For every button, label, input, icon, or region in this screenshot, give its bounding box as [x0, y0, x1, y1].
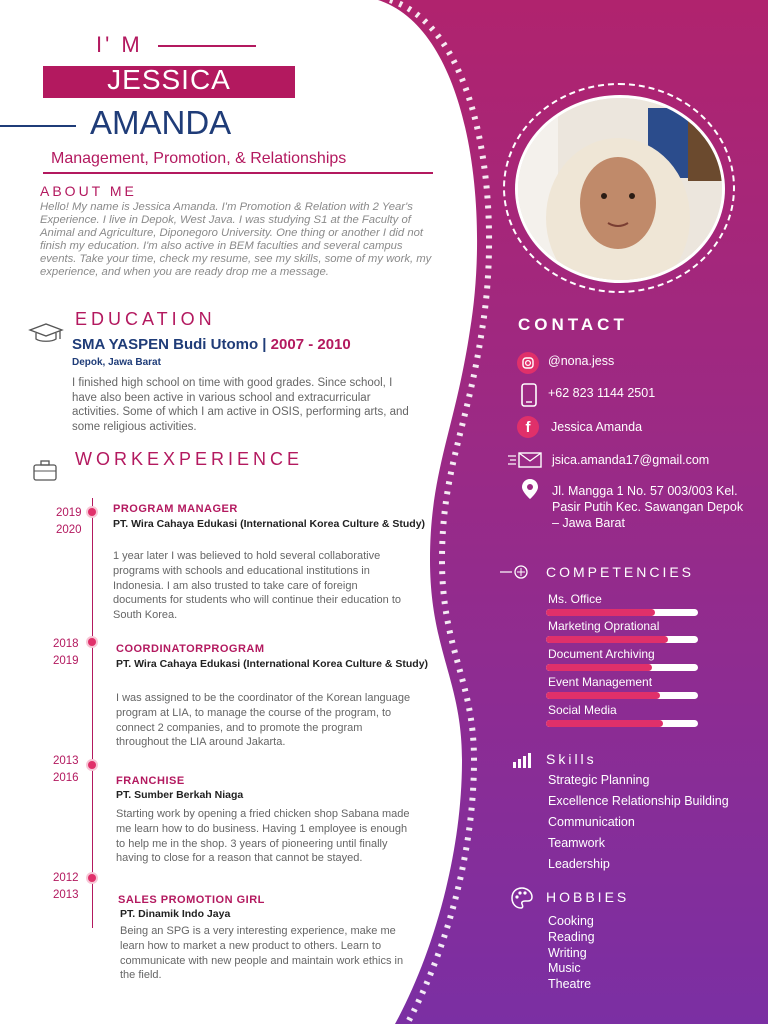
- bar-chart-icon: [511, 751, 533, 774]
- job-company: PT. Dinamik Indo Jaya: [120, 908, 231, 920]
- skill-item: Excellence Relationship Building: [548, 794, 729, 808]
- timeline-line: [92, 498, 93, 928]
- phone-icon: [521, 383, 537, 412]
- phone-number[interactable]: +62 823 1144 2501: [548, 386, 656, 400]
- job-year-end: 2019: [53, 655, 79, 667]
- skill-item: Communication: [548, 815, 635, 829]
- palette-icon: [510, 886, 534, 915]
- location-pin-icon: [521, 478, 539, 505]
- job-title: SALES PROMOTION GIRL: [118, 894, 265, 906]
- job-title: PROGRAM MANAGER: [113, 503, 238, 515]
- email-icon: [508, 451, 544, 474]
- timeline-dot: [88, 874, 96, 882]
- work-heading: WORKEXPERIENCE: [75, 449, 304, 469]
- competency-bar: [546, 609, 698, 616]
- job-year-end: 2013: [53, 889, 79, 901]
- job-description: 1 year later I was believed to hold several collaborative programs with schools and educational institutions in Indonesia. I am also trusted to take care of foreign documents for students who will continue their education to South Korea.: [113, 550, 401, 622]
- education-description: I finished high school on time with good grades. Since school, I have also been active in various school and extracurricular activities. Some of which I am active in OSIS, performing arts, and some religious activities.: [72, 377, 409, 433]
- job-years: [56, 505, 82, 539]
- competency-bar: [546, 720, 698, 727]
- timeline-dot: [88, 761, 96, 769]
- job-description: Starting work by opening a fried chicken shop Sabana made me learn how to do business. Having 1 employee is enough to help me in the shop. 3 years of pioneering until finally having to close for a reason that cannot be stayed.: [116, 808, 410, 865]
- job-year-start: 2013: [53, 755, 79, 767]
- header-rule-right: [158, 45, 256, 47]
- job-title: COORDINATORPROGRAM: [116, 643, 265, 655]
- job-year-start: 2018: [53, 638, 79, 650]
- competency-bar: [546, 636, 698, 643]
- hobbies-heading: HOBBIES: [546, 889, 630, 905]
- competency-label: Document Archiving: [548, 647, 655, 661]
- profile-photo: [515, 95, 725, 283]
- competency-label: Event Management: [548, 675, 653, 689]
- first-name: JESSICA: [107, 64, 231, 95]
- job-company: PT. Wira Cahaya Edukasi (International Korea Culture & Study): [113, 518, 426, 530]
- tagline-underline: [43, 172, 433, 174]
- briefcase-icon: [32, 458, 58, 487]
- hobby-item: Music: [548, 961, 581, 976]
- job-description: I was assigned to be the coordinator of the Korean language program at LIA, to manage the course of the program, to connect 2 companies, and to promote the program throughout the LIA around Jakarta.: [116, 692, 411, 749]
- im-label: I' M: [96, 32, 143, 57]
- email-address[interactable]: jsica.amanda17@gmail.com: [552, 453, 710, 467]
- education-location: Depok, Jawa Barat: [72, 357, 161, 368]
- education-heading: EDUCATION: [75, 309, 216, 329]
- competency-bar-fill: [546, 692, 660, 699]
- job-year-end: 2020: [56, 524, 82, 536]
- skill-item: Strategic Planning: [548, 773, 650, 787]
- job-year-end: 2016: [53, 772, 79, 784]
- school-years: 2007 - 2010: [270, 336, 351, 353]
- job-company: PT. Wira Cahaya Edukasi (International Korea Culture & Study): [116, 658, 429, 670]
- job-description: Being an SPG is a very interesting experience, make me learn how to market a new product to others. Learn to communicate with new people and maintain work ethics in the field.: [120, 925, 404, 982]
- skills-heading: Skills: [546, 751, 597, 767]
- competency-bar-fill: [546, 720, 663, 727]
- school-name: SMA YASPEN Budi Utomo |: [72, 336, 267, 353]
- tagline: Management, Promotion, & Relationships: [51, 150, 347, 167]
- education-school: [72, 336, 351, 353]
- hobby-item: Reading: [548, 929, 595, 944]
- skills-list: [548, 770, 729, 875]
- competency-bar-fill: [546, 636, 668, 643]
- hobby-item: Theatre: [548, 977, 592, 992]
- competency-bar-fill: [546, 664, 652, 671]
- graduation-cap-icon: [28, 322, 64, 349]
- job-years: [53, 870, 79, 904]
- competency-label: Ms. Office: [548, 592, 602, 606]
- competency-bar: [546, 664, 698, 671]
- competency-bar: [546, 692, 698, 699]
- competencies-heading: COMPETENCIES: [546, 564, 695, 580]
- job-title: FRANCHISE: [116, 775, 185, 787]
- skill-item: Leadership: [548, 857, 610, 871]
- contact-heading: CONTACT: [518, 315, 628, 334]
- facebook-name[interactable]: Jessica Amanda: [551, 420, 643, 434]
- job-years: [53, 636, 79, 670]
- header-rule-left: [0, 125, 76, 127]
- timeline-dot: [88, 508, 96, 516]
- skill-item: Teamwork: [548, 836, 605, 850]
- last-name: AMANDA: [90, 104, 232, 141]
- about-heading: ABOUT ME: [40, 183, 137, 199]
- hobbies-list: [548, 914, 595, 993]
- competencies-icon: [500, 564, 536, 585]
- facebook-icon: f: [517, 416, 539, 438]
- instagram-handle[interactable]: @nona.jess: [548, 354, 615, 368]
- instagram-icon: [517, 352, 539, 374]
- timeline-dot: [88, 638, 96, 646]
- about-text: Hello! My name is Jessica Amanda. I'm Promotion & Relation with 2 Year's Experience. I live in Depok, West Java. I was studying S1 at the Faculty of Animal and Agriculture, Diponegoro University. One thing or another I did not finish my education. I'm also active in BEM faculties and several campus events. Take your time, check my resume, see my skills, some of my work, my experience, and when you are ready drop me a message.: [40, 201, 432, 278]
- hobby-item: Cooking: [548, 914, 594, 928]
- job-years: [53, 753, 79, 787]
- job-company: PT. Sumber Berkah Niaga: [116, 789, 244, 801]
- competency-label: Social Media: [548, 703, 617, 717]
- hobby-item: Writing: [548, 945, 587, 960]
- competency-bar-fill: [546, 609, 655, 616]
- job-year-start: 2012: [53, 872, 79, 884]
- competency-label: Marketing Oprational: [548, 619, 660, 633]
- job-year-start: 2019: [56, 507, 82, 519]
- address: Jl. Mangga 1 No. 57 003/003 Kel. Pasir Putih Kec. Sawangan Depok – Jawa Barat: [552, 484, 744, 530]
